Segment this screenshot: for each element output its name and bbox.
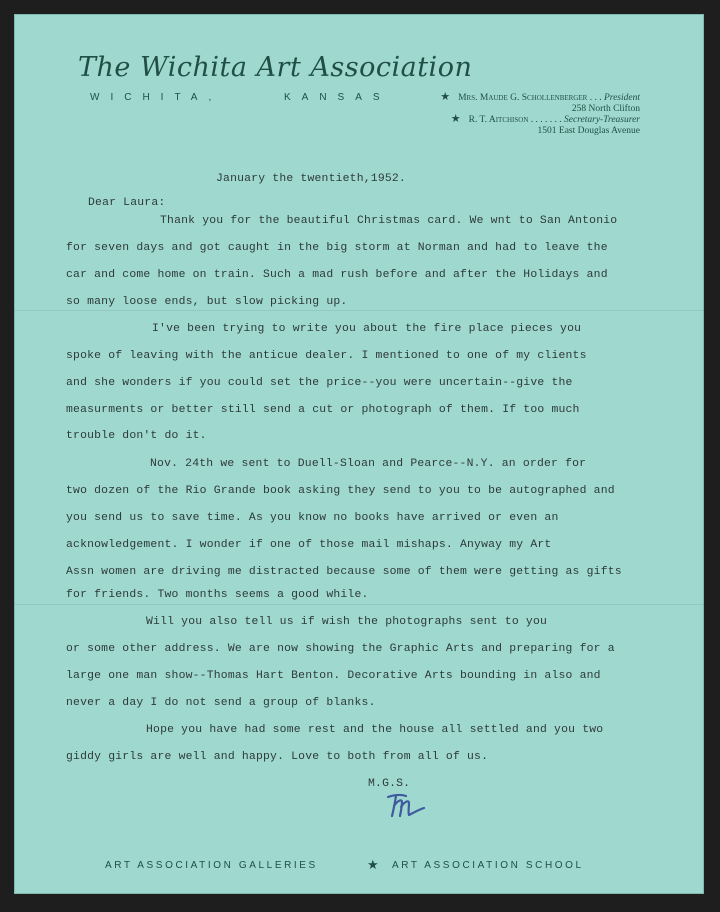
letterhead-city: WICHITA, [90,92,223,103]
letter-line: Thank you for the beautiful Christmas card. We wnt to San Antonio [160,215,618,227]
letter-line: Assn women are driving me distracted because some of them were getting as gifts [66,566,622,578]
letter-line: you send us to save time. As you know no books have arrived or even an [66,512,559,524]
officer-address: 258 North Clifton [571,104,640,114]
officer-address: 1501 East Douglas Avenue [537,126,640,136]
fold-line [14,310,704,311]
letter-line: for seven days and got caught in the big storm at Norman and had to leave the [66,242,608,254]
officer-role: President [603,93,640,103]
handwritten-signature [380,788,450,822]
star-icon: ★ [367,857,379,872]
officer-role: Secretary-Treasurer [564,115,640,125]
officer-name: Mrs. Maude G. Schollenberger [458,93,588,103]
footer-school: ART ASSOCIATION SCHOOL [392,860,584,871]
letter-line: giddy girls are well and happy. Love to both from all of us. [66,751,489,763]
letter-line: measurments or better still send a cut or photograph of them. If too much [66,404,580,416]
letter-line: car and come home on train. Such a mad rush before and after the Holidays and [66,269,608,281]
officer-secretary [451,114,640,137]
letterhead-logo: The Wichita Art Association [78,52,473,83]
footer-galleries: ART ASSOCIATION GALLERIES [105,860,318,871]
letter-line: two dozen of the Rio Grande book asking they send to you to be autographed and [66,485,615,497]
letter-line: so many loose ends, but slow picking up. [66,296,348,308]
officer-name: R. T. Aitchison [468,115,529,125]
officer-president [440,92,640,115]
letter-closing: M.G.S. [368,778,411,790]
letter-line: acknowledgement. I wonder if one of those mail mishaps. Anyway my Art [66,539,552,551]
fold-line [14,604,704,605]
letter-line: I've been trying to write you about the fire place pieces you [152,323,582,335]
letter-line: spoke of leaving with the anticue dealer. I mentioned to one of my clients [66,350,587,362]
letter-line: or some other address. We are now showing the Graphic Arts and preparing for a [66,643,615,655]
letter-line: for friends. Two months seems a good while. [66,589,369,601]
officer-dots: . . . [587,93,604,103]
star-icon: ★ [450,113,461,125]
letter-salutation: Dear Laura: [88,197,166,209]
letter-line: and she wonders if you could set the price--you were uncertain--give the [66,377,573,389]
star-icon: ★ [440,91,451,103]
letter-date: January the twentieth,1952. [216,173,406,185]
letter-line: trouble don't do it. [66,430,207,442]
letter-line: large one man show--Thomas Hart Benton. Decorative Arts bounding in also and [66,670,601,682]
letter-line: Hope you have had some rest and the house all settled and you two [146,724,604,736]
letter-line: Nov. 24th we sent to Duell-Sloan and Pearce--N.Y. an order for [150,458,587,470]
officer-dots: . . . . . . . [528,115,564,125]
letter-line: Will you also tell us if wish the photographs sent to you [146,616,548,628]
letterhead-state: KANSAS [284,92,391,103]
letter-line: never a day I do not send a group of blanks. [66,697,376,709]
